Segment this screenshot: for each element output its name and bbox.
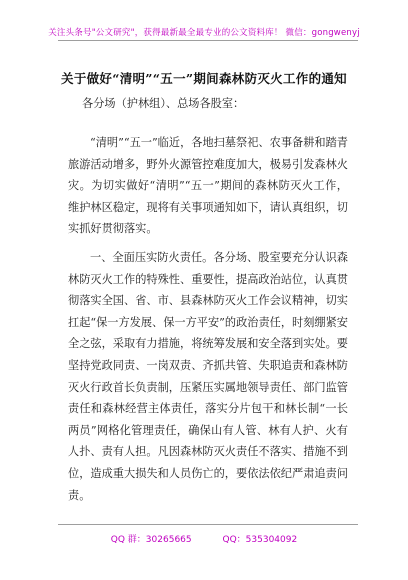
paragraph-responsibility: 一、全面压实防火责任。各分场、股室要充分认识森林防灭火工作的特殊性、重要性，提高政治站位，认真贯彻落实全国、省、市、县森林防灭火工作会议精神，切实扛起“保一方发展、保一方平安”的政治责任，时刻绷紧安全之弦，采取有力措施，将统筹发展和安全落到实处。要坚持党政同责、一岗双责、齐抓共管、失职追责和森林防灭火行政首长负责制，压紧压实属地领导责任、部门监管责任和森林经营主体责任，落实分片包干和林长制“一长两员”网格化管理责任，确保山有人管、林有人护、火有人扑、责有人担。凡因森林防灭火责任不落实、措施不到位，造成重大损失和人员伤亡的，要依法依纪严肃追责问责。 bbox=[68, 251, 348, 502]
salutation: 各分场（护林组）、总场各股室： bbox=[82, 97, 245, 110]
header-banner: 关注头条号"公文研究"，获得最新最全最专业的公文资料库！ 微信：gongwenyj bbox=[48, 28, 360, 38]
footer-qq: QQ：535304092 bbox=[222, 535, 298, 545]
paragraph-intro: “清明”“五一”临近，各地扫墓祭祀、农事备耕和踏青旅游活动增多，野外火源管控难度加大，极易引发森林火灾。为切实做好“清明”“五一”期间的森林防灭火工作，维护林区稳定，现将有关事项通知如下，请认真组织，切实抓好贯彻落实。 bbox=[68, 136, 348, 236]
document-title: 关于做好“清明”“五一”期间森林防灭火工作的通知 bbox=[61, 71, 347, 86]
footer-divider bbox=[58, 524, 358, 525]
header-divider bbox=[58, 40, 358, 41]
footer-qq-group: QQ 群：30265665 bbox=[110, 535, 192, 545]
footer-contact bbox=[0, 532, 408, 545]
